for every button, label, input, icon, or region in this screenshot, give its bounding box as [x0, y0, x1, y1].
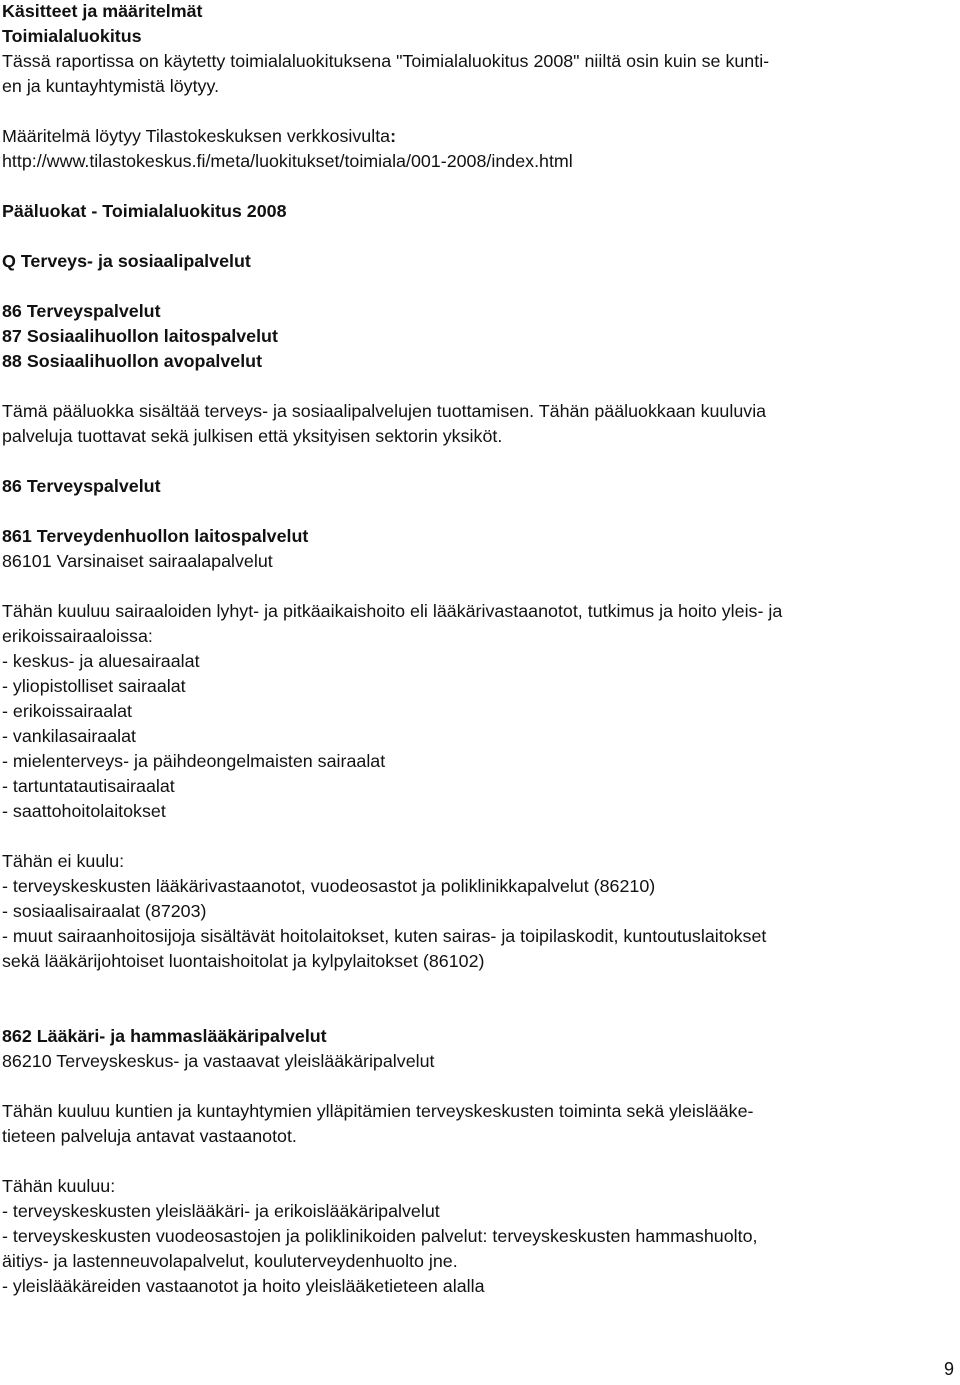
main-class-item-86: 86 Terveyspalvelut: [2, 301, 161, 321]
exclude-item: - muut sairaanhoitosijoja sisältävät hoitolaitokset, kuten sairas- ja toipilaskodit, kuntoutuslaitokset: [2, 926, 767, 946]
definition-colon: :: [390, 126, 397, 146]
section-861-code: 86101 Varsinaiset sairaalapalvelut: [2, 551, 273, 571]
section-862-title: 862 Lääkäri- ja hammaslääkäripalvelut: [2, 1026, 327, 1046]
list-item: - tartuntatautisairaalat: [2, 776, 175, 796]
exclude-item: - terveyskeskusten lääkärivastaanotot, vuodeosastot ja poliklinikkapalvelut (86210): [2, 876, 656, 896]
definition-text: [2, 124, 958, 149]
main-class-group: Q Terveys- ja sosiaalipalvelut: [2, 251, 251, 271]
list-item: - erikoissairaalat: [2, 701, 133, 721]
main-class-item-87: 87 Sosiaalihuollon laitospalvelut: [2, 326, 278, 346]
list-item: - terveyskeskusten vuodeosastojen ja poliklinikoiden palvelut: terveyskeskusten hammashuolto,: [2, 1226, 758, 1246]
list-item: - keskus- ja aluesairaalat: [2, 651, 200, 671]
list-item: - vankilasairaalat: [2, 726, 137, 746]
definition-url-link[interactable]: http://www.tilastokeskus.fi/meta/luokitukset/toimiala/001-2008/index.html: [2, 151, 573, 171]
exclude-item: - sosiaalisairaalat (87203): [2, 901, 207, 921]
list-item: - mielenterveys- ja päihdeongelmaisten sairaalat: [2, 751, 386, 771]
list-item: - yliopistolliset sairaalat: [2, 676, 186, 696]
list-item: äitiys- ja lastenneuvolapalvelut, kouluterveydenhuolto jne.: [2, 1251, 458, 1271]
list-item: - saattohoitolaitokset: [2, 801, 166, 821]
main-class-item-88: 88 Sosiaalihuollon avopalvelut: [2, 351, 263, 371]
document-page: [2, 0, 958, 1299]
section-subheading: Toimialaluokitus: [2, 26, 142, 46]
section-862-code: 86210 Terveyskeskus- ja vastaavat yleislääkäripalvelut: [2, 1051, 435, 1071]
exclude-item: sekä lääkärijohtoiset luontaishoitolat ja kylpylaitokset (86102): [2, 951, 485, 971]
main-classes-title: Pääluokat - Toimialaluokitus 2008: [2, 201, 287, 221]
section-86-title: 86 Terveyspalvelut: [2, 476, 161, 496]
list-item: - yleislääkäreiden vastaanotot ja hoito yleislääketieteen alalla: [2, 1276, 485, 1296]
list-item: - terveyskeskusten yleislääkäri- ja erikoislääkäripalvelut: [2, 1201, 440, 1221]
section-861-includes-1: Tähän kuuluu sairaaloiden lyhyt- ja pitkäaikaishoito eli lääkärivastaanotot, tutkimus ja hoito yleis- ja: [2, 601, 783, 621]
section-862-list-title: Tähän kuuluu:: [2, 1176, 116, 1196]
section-862-includes-2: tieteen palveluja antavat vastaanotot.: [2, 1126, 297, 1146]
section-862-includes-1: Tähän kuuluu kuntien ja kuntayhtymien ylläpitämien terveyskeskusten toiminta sekä yleislääke-: [2, 1101, 754, 1121]
page-heading: Käsitteet ja määritelmät: [2, 1, 203, 21]
main-class-description-2: palveluja tuottavat sekä julkisen että yksityisen sektorin yksiköt.: [2, 426, 503, 446]
intro-line-1: Tässä raportissa on käytetty toimialaluokituksena "Toimialaluokitus 2008" niiltä osin kuin se kunti-: [2, 51, 770, 71]
page-number: 9: [943, 1359, 954, 1379]
section-861-title: 861 Terveydenhuollon laitospalvelut: [2, 526, 309, 546]
section-861-excludes-title: Tähän ei kuulu:: [2, 851, 125, 871]
main-class-description-1: Tämä pääluokka sisältää terveys- ja sosiaalipalvelujen tuottamisen. Tähän pääluokkaan kuuluvia: [2, 401, 767, 421]
intro-line-2: en ja kuntayhtymistä löytyy.: [2, 76, 220, 96]
definition-prefix: Määritelmä löytyy Tilastokeskuksen verkkosivulta: [2, 126, 391, 146]
section-861-includes-2: erikoissairaaloissa:: [2, 626, 153, 646]
